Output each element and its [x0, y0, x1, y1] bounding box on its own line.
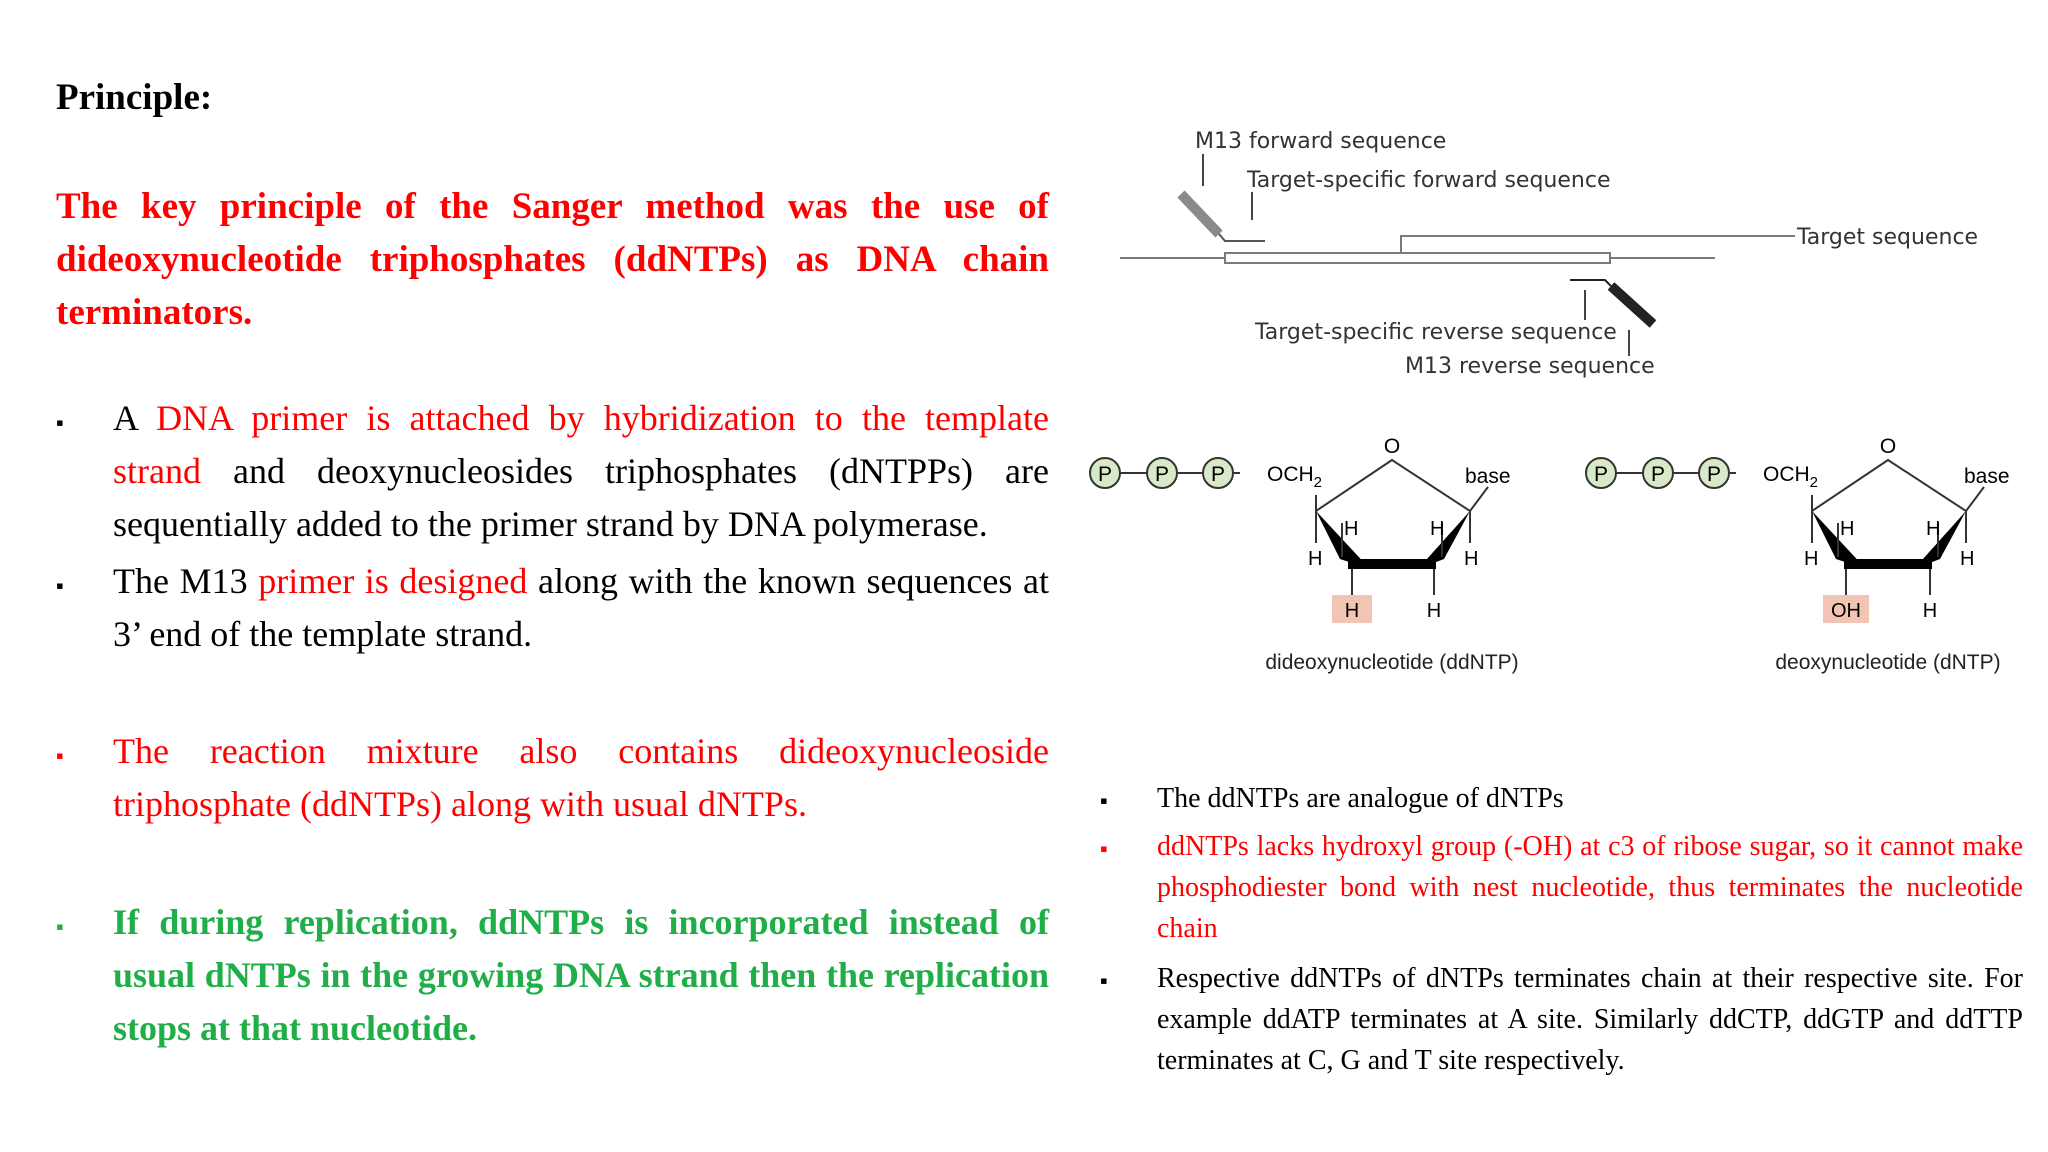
bullet-reaction-mixture	[56, 725, 1049, 831]
phosphate-label: P	[1593, 463, 1609, 486]
och2-label: $OCH_2$	[1763, 463, 1819, 491]
c3-oh-label: OH	[1831, 600, 1861, 622]
bullet-marker: ▪	[56, 914, 64, 939]
bullet-marker: ▪	[56, 410, 64, 435]
h-label: H	[1464, 548, 1479, 570]
bullet-text: ddNTPs lacks hydroxyl group (-OH) at c3 of ribose sugar, so it cannot make phosphodiester bond with nest nucleotide, thus terminates the nucleotide chain	[1157, 831, 2023, 944]
base-bond	[1470, 487, 1488, 511]
bullet-marker: ▪	[1100, 788, 1108, 813]
text-segment-highlight: primer is designed	[258, 561, 528, 601]
bullet-ddntp-lacks-oh	[1100, 826, 2023, 949]
target-region-box	[1225, 253, 1610, 263]
h-label: H	[1344, 518, 1359, 540]
base-label: base	[1964, 465, 2010, 488]
text-segment: The M13	[113, 561, 259, 601]
bullet-text: Respective ddNTPs of dNTPs terminates chain at their respective site. For example ddATP terminates at A site. Similarly ddCTP, ddGTP and ddTTP terminates at C, G and T site respectively.	[1157, 963, 2023, 1076]
page-heading: Principle:	[56, 77, 213, 118]
h-label: H	[1926, 518, 1941, 540]
bullet-text	[113, 555, 1049, 661]
h-label: H	[1430, 518, 1445, 540]
h-label: H	[1960, 548, 1975, 570]
ring-upper	[1316, 460, 1470, 511]
bullet-text: The reaction mixture also contains dideoxynucleoside triphosphate (ddNTPs) along with usual dNTPs.	[113, 731, 1049, 824]
bullet-marker: ▪	[56, 573, 64, 598]
bullet-text: If during replication, ddNTPs is incorporated instead of usual dNTPs in the growing DNA strand then the replication stops at that nucleotide.	[113, 902, 1049, 1048]
ring-oxygen: O	[1383, 435, 1401, 458]
h-label: H	[1840, 518, 1855, 540]
ring-upper	[1812, 460, 1966, 511]
forward-primer-target-part	[1219, 234, 1265, 241]
target-forward-label: Target-specific forward sequence	[1247, 168, 1611, 193]
phosphate-chain	[1586, 458, 1736, 488]
bullet-primer-attachment	[56, 392, 1049, 551]
h-label: H	[1922, 600, 1938, 622]
phosphate-label: P	[1706, 463, 1722, 486]
phosphate-label: P	[1210, 463, 1226, 486]
bullet-respective-sites	[1100, 958, 2023, 1081]
bullet-marker: ▪	[1100, 836, 1108, 861]
m13-reverse-label: M13 reverse sequence	[1405, 354, 1655, 379]
target-sequence-label: Target sequence	[1797, 225, 1979, 250]
target-reverse-label: Target-specific reverse sequence	[1255, 320, 1617, 345]
dntp-structure	[1576, 435, 2046, 685]
bullet-ddntp-analogue	[1100, 778, 2023, 819]
text-segment-highlight: DNA primer is attached by hybridization to the template strand	[113, 398, 1050, 491]
ddntp-caption: dideoxynucleotide (ddNTP)	[1265, 651, 1519, 674]
primer-diagram	[1085, 110, 1985, 410]
m13-reverse-primer	[1611, 286, 1653, 324]
base-bond	[1966, 487, 1984, 511]
phosphate-chain	[1090, 458, 1240, 488]
h-label: H	[1426, 600, 1442, 622]
bullet-text: The ddNTPs are analogue of dNTPs	[1157, 783, 1564, 814]
text-segment: and deoxynucleosides triphosphates (dNTPPs) are sequentially added to the primer strand by DNA polymerase.	[113, 451, 1049, 544]
ring-oxygen: O	[1879, 435, 1897, 458]
ddntp-structure	[1080, 435, 1540, 685]
dntp-caption: deoxynucleotide (dNTP)	[1775, 651, 2001, 674]
h-label: H	[1308, 548, 1323, 570]
bullet-text	[113, 392, 1049, 551]
m13-forward-primer	[1181, 194, 1219, 234]
bullet-marker: ▪	[56, 743, 64, 768]
target-sequence-leader	[1401, 236, 1795, 253]
phosphate-label: P	[1154, 463, 1170, 486]
bullet-replication-stops	[56, 896, 1049, 1055]
bullet-marker: ▪	[1100, 968, 1108, 993]
och2-label: $OCH_2$	[1267, 463, 1323, 491]
base-label: base	[1465, 465, 1511, 488]
text-segment: along with the known sequences at 3’ end of the template strand.	[113, 561, 1049, 654]
phosphate-label: P	[1097, 463, 1113, 486]
bullet-m13-primer	[56, 555, 1049, 661]
phosphate-label: P	[1650, 463, 1666, 486]
m13-forward-label: M13 forward sequence	[1195, 129, 1447, 154]
key-principle-text: The key principle of the Sanger method was the use of dideoxynucleotide triphosphates (ddNTPs) as DNA chain terminators.	[56, 186, 1049, 333]
h-label: H	[1804, 548, 1819, 570]
text-segment: A	[113, 398, 157, 438]
c3-h-label: H	[1344, 600, 1360, 622]
reverse-primer-target-part	[1570, 280, 1611, 286]
